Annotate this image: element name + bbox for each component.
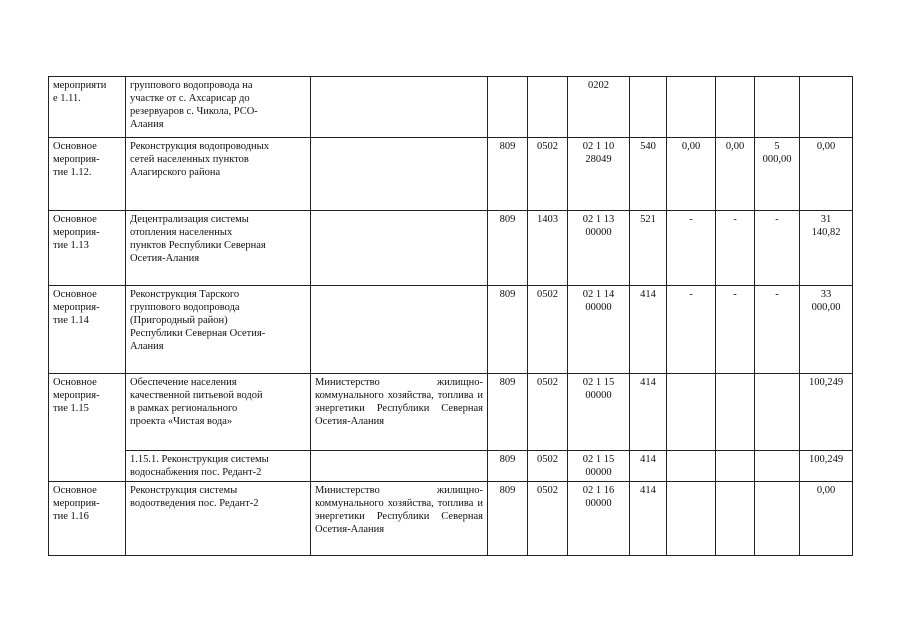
executor xyxy=(311,211,488,286)
measure-name: мероприяти е 1.11. xyxy=(49,77,126,138)
amount-2 xyxy=(716,77,755,138)
measure-description: Реконструкция водопроводных сетей населенных пунктов Алагирского района xyxy=(126,138,311,211)
amount-2 xyxy=(716,374,755,451)
amount-1 xyxy=(667,451,716,482)
amount-1: - xyxy=(667,286,716,374)
amount-1 xyxy=(667,77,716,138)
table-row xyxy=(49,211,853,286)
amount-4: 0,00 xyxy=(800,482,853,556)
table-row xyxy=(49,138,853,211)
budget-table xyxy=(48,76,853,556)
code-section: 0502 xyxy=(528,451,568,482)
code-expense-type: 414 xyxy=(630,374,667,451)
code-section: 0502 xyxy=(528,482,568,556)
code-section: 1403 xyxy=(528,211,568,286)
executor xyxy=(311,138,488,211)
amount-1: 0,00 xyxy=(667,138,716,211)
measure-name: Основное мероприя- тие 1.15 xyxy=(49,374,126,482)
amount-4: 31 140,82 xyxy=(800,211,853,286)
measure-description: Реконструкция Тарского группового водопровода (Пригородный район) Республики Северная Осетия- Алания xyxy=(126,286,311,374)
code-ministry: 809 xyxy=(488,451,528,482)
amount-1 xyxy=(667,374,716,451)
amount-4: 33 000,00 xyxy=(800,286,853,374)
amount-4: 100,249 xyxy=(800,451,853,482)
code-section: 0502 xyxy=(528,286,568,374)
code-target: 0202 xyxy=(568,77,630,138)
code-target: 02 1 14 00000 xyxy=(568,286,630,374)
code-target: 02 1 15 00000 xyxy=(568,451,630,482)
amount-3: - xyxy=(755,211,800,286)
amount-4 xyxy=(800,77,853,138)
measure-name: Основное мероприя- тие 1.12. xyxy=(49,138,126,211)
code-ministry: 809 xyxy=(488,138,528,211)
amount-4: 100,249 xyxy=(800,374,853,451)
code-target: 02 1 13 00000 xyxy=(568,211,630,286)
code-ministry: 809 xyxy=(488,211,528,286)
amount-2: - xyxy=(716,286,755,374)
code-section: 0502 xyxy=(528,138,568,211)
measure-description: Децентрализация системы отопления населенных пунктов Республики Северная Осетия-Алания xyxy=(126,211,311,286)
amount-1 xyxy=(667,482,716,556)
amount-3 xyxy=(755,77,800,138)
amount-3: - xyxy=(755,286,800,374)
table-row xyxy=(49,374,853,451)
executor: Министерство жилищно-коммунального хозяйства, топлива и энергетики Республики Северная Осетия-Алания xyxy=(311,482,488,556)
code-expense-type: 414 xyxy=(630,482,667,556)
code-expense-type: 540 xyxy=(630,138,667,211)
code-target: 02 1 16 00000 xyxy=(568,482,630,556)
executor xyxy=(311,286,488,374)
amount-2 xyxy=(716,451,755,482)
executor xyxy=(311,77,488,138)
amount-3: 5 000,00 xyxy=(755,138,800,211)
measure-description: группового водопровода на участке от с. Ахсарисар до резервуаров с. Чикола, РСО- Алания xyxy=(126,77,311,138)
executor xyxy=(311,451,488,482)
amount-3 xyxy=(755,482,800,556)
table-row xyxy=(49,451,853,482)
code-expense-type: 521 xyxy=(630,211,667,286)
table-row xyxy=(49,77,853,138)
measure-description: Реконструкция системы водоотведения пос. Редант-2 xyxy=(126,482,311,556)
table-row xyxy=(49,286,853,374)
amount-4: 0,00 xyxy=(800,138,853,211)
code-expense-type: 414 xyxy=(630,451,667,482)
code-target: 02 1 15 00000 xyxy=(568,374,630,451)
code-ministry xyxy=(488,77,528,138)
amount-2 xyxy=(716,482,755,556)
measure-name: Основное мероприя- тие 1.13 xyxy=(49,211,126,286)
measure-name: Основное мероприя- тие 1.16 xyxy=(49,482,126,556)
measure-description: 1.15.1. Реконструкция системы водоснабжения пос. Редант-2 xyxy=(126,451,311,482)
table-row xyxy=(49,482,853,556)
amount-3 xyxy=(755,451,800,482)
code-ministry: 809 xyxy=(488,286,528,374)
measure-name: Основное мероприя- тие 1.14 xyxy=(49,286,126,374)
code-target: 02 1 10 28049 xyxy=(568,138,630,211)
executor: Министерство жилищно-коммунального хозяйства, топлива и энергетики Республики Северная Осетия-Алания xyxy=(311,374,488,451)
amount-3 xyxy=(755,374,800,451)
measure-description: Обеспечение населения качественной питьевой водой в рамках регионального проекта «Чистая вода» xyxy=(126,374,311,451)
amount-1: - xyxy=(667,211,716,286)
amount-2: 0,00 xyxy=(716,138,755,211)
amount-2: - xyxy=(716,211,755,286)
code-ministry: 809 xyxy=(488,374,528,451)
code-section: 0502 xyxy=(528,374,568,451)
code-ministry: 809 xyxy=(488,482,528,556)
code-section xyxy=(528,77,568,138)
code-expense-type xyxy=(630,77,667,138)
code-expense-type: 414 xyxy=(630,286,667,374)
